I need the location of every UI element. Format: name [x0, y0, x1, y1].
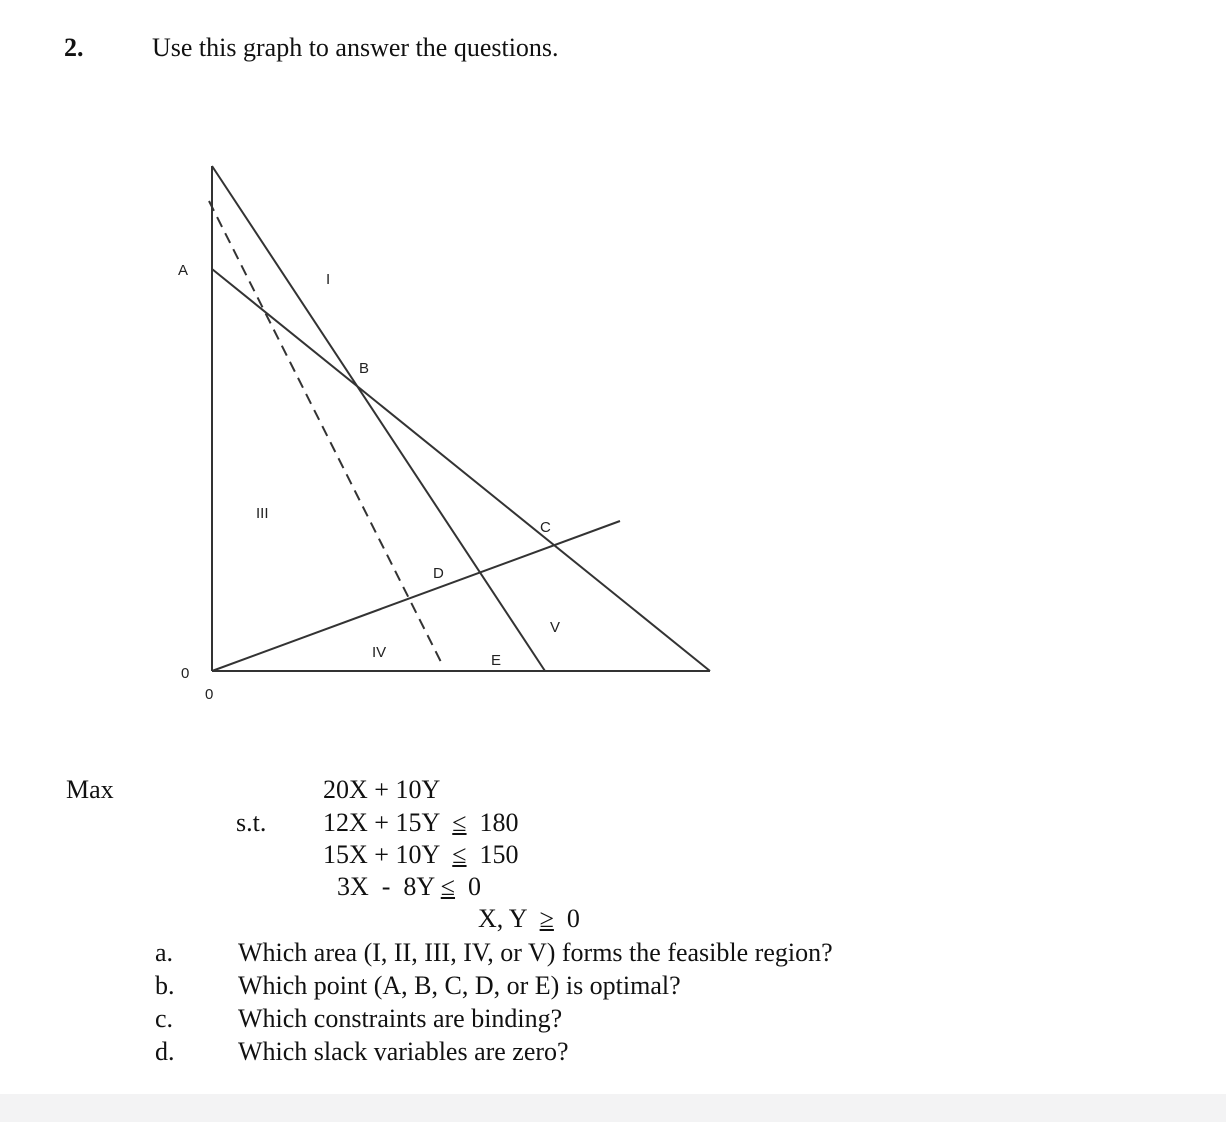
- constraint-lhs: 15X + 10Y: [323, 840, 440, 869]
- constraint-line-12x-15y: [212, 269, 710, 671]
- question-b-text: Which point (A, B, C, D, or E) is optimal?: [238, 971, 681, 1000]
- question-c-letter: c.: [155, 1004, 174, 1033]
- objective-function: 20X + 10Y: [323, 775, 441, 804]
- question-d-text: Which slack variables are zero?: [238, 1037, 569, 1066]
- point-label-c: C: [540, 519, 551, 536]
- question-b-letter: b.: [155, 971, 175, 1000]
- x-origin-label: 0: [205, 686, 214, 703]
- constraint-rhs: 0: [566, 904, 580, 933]
- st-label: s.t.: [236, 808, 267, 837]
- constraint-op: ≤: [452, 840, 467, 869]
- area-label-iii: III: [256, 505, 269, 522]
- question-c-text: Which constraints are binding?: [238, 1004, 563, 1033]
- constraint-op: ≤: [440, 872, 456, 901]
- point-label-b: B: [359, 360, 370, 377]
- point-label-a: A: [178, 262, 189, 279]
- constraint-3: [337, 872, 481, 902]
- question-d-letter: d.: [155, 1037, 175, 1066]
- constraint-lhs: 12X + 15Y: [323, 808, 440, 837]
- area-label-iv: IV: [372, 644, 387, 661]
- objective-label: Max: [66, 775, 114, 804]
- constraint-line-3x-8y: [212, 521, 620, 671]
- constraint-line-15x-10y: [212, 166, 545, 671]
- question-a-letter: a.: [155, 938, 174, 967]
- constraint-lhs: 3X - 8Y: [337, 872, 435, 901]
- question-prompt: Use this graph to answer the questions.: [152, 33, 559, 62]
- question-a-text: Which area (I, II, III, IV, or V) forms the feasible region?: [238, 938, 833, 967]
- constraint-lhs: X, Y: [478, 904, 527, 933]
- constraint-rhs: 180: [479, 808, 519, 837]
- constraint-rhs: 0: [468, 872, 482, 901]
- constraint-op: ≤: [452, 808, 467, 837]
- area-label-i: I: [326, 271, 331, 288]
- nonnegativity-constraint: [478, 904, 580, 934]
- constraint-op: ≥: [539, 904, 554, 933]
- constraint-1: [323, 808, 519, 838]
- point-label-d: D: [433, 565, 444, 582]
- y-origin-label: 0: [181, 665, 190, 682]
- area-label-v: V: [550, 619, 561, 636]
- constraint-2: [323, 840, 519, 870]
- point-label-e: E: [491, 652, 502, 669]
- question-number: 2.: [64, 33, 84, 62]
- constraint-rhs: 150: [479, 840, 519, 869]
